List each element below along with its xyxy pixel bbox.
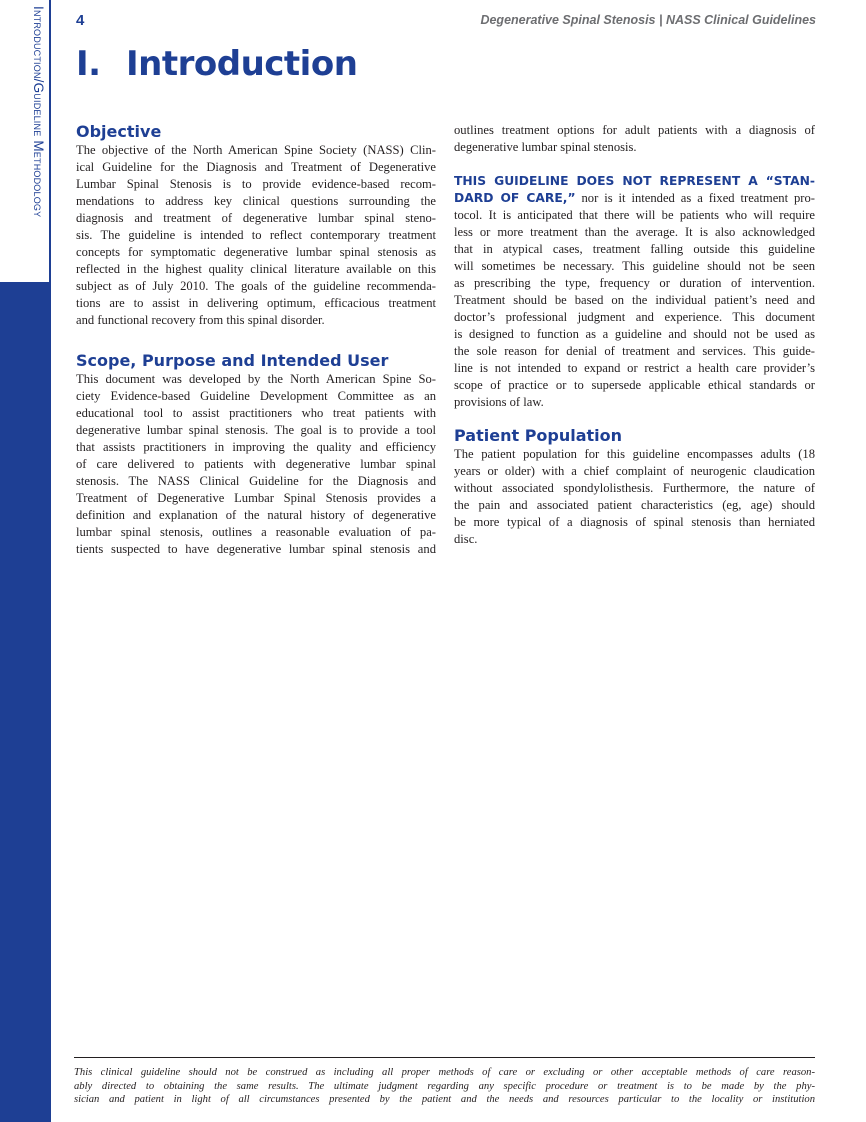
text-line: lumbar spinal stenosis, outlines a reasonable evaluation of pa- bbox=[76, 525, 436, 539]
text-line: without associated spondylolisthesis. Furthermore, the nature of bbox=[454, 481, 815, 495]
text-line: The objective of the North American Spine Society (NASS) Clin- bbox=[76, 143, 436, 157]
disclaimer-line bbox=[454, 190, 815, 207]
text-line: ably directed to obtaining the same results. The ultimate judgment regarding any specific procedure or treatment is to be made by the phy- bbox=[74, 1080, 815, 1092]
text-line: provisions of law. bbox=[454, 395, 544, 409]
text-line: sis. The guideline is intended to reflect contemporary treatment bbox=[76, 228, 436, 242]
objective-heading: Objective bbox=[76, 122, 162, 141]
text-line: ciety Evidence-based Guideline Development Committee as an bbox=[76, 389, 436, 403]
footer-rule bbox=[74, 1057, 815, 1058]
chapter-number: I. bbox=[76, 44, 101, 84]
text-line: Lumbar Spinal Stenosis is to provide evidence-based recom- bbox=[76, 177, 436, 191]
text-line: diagnosis and treatment of degenerative lumbar spinal steno- bbox=[76, 211, 436, 225]
patient-population-heading: Patient Population bbox=[454, 426, 623, 445]
page-number: 4 bbox=[76, 12, 85, 29]
text-line: stenosis. The NASS Clinical Guideline for the Diagnosis and bbox=[76, 474, 436, 488]
text-line: reflected in the highest quality clinical literature available on this bbox=[76, 262, 436, 276]
text-line: subject as of July 2010. The goals of the guideline recommenda- bbox=[76, 279, 436, 293]
scope-body-continued bbox=[454, 122, 815, 156]
left-column bbox=[76, 122, 436, 558]
text-line: disc. bbox=[454, 532, 478, 546]
text-line: concepts for symptomatic degenerative lumbar spinal stenosis as bbox=[76, 245, 436, 259]
scope-body bbox=[76, 371, 436, 558]
sidebar-color-block bbox=[0, 282, 51, 1122]
disclaimer-text: nor is it intended as a fixed treatment pro- bbox=[575, 191, 815, 205]
text-line: mendations to address key clinical questions surrounding the bbox=[76, 194, 436, 208]
text-line: of care delivered to patients with degenerative lumbar spinal bbox=[76, 457, 436, 471]
text-line: The patient population for this guideline encompasses adults (18 bbox=[454, 447, 815, 461]
text-line: tions are to assist in delivering optimum, efficacious treatment bbox=[76, 296, 436, 310]
text-line: degenerative lumbar spinal stenosis. The goal is to provide a tool bbox=[76, 423, 436, 437]
text-line: This clinical guideline should not be construed as including all proper methods of care or excluding or other acceptable methods of care reason- bbox=[74, 1067, 815, 1078]
text-line: doctor’s professional judgment and experience. This document bbox=[454, 310, 815, 324]
text-line: as prescribing the type, frequency or duration of intervention. bbox=[454, 276, 815, 290]
footer-disclaimer bbox=[74, 1066, 815, 1107]
page-title bbox=[76, 44, 357, 84]
text-line: sician and patient in light of all circumstances presented by the patient and the needs and resources particular to the locality or institution bbox=[74, 1094, 815, 1105]
text-line: that in atypical cases, treatment falling outside this guideline bbox=[454, 242, 815, 256]
text-line: Treatment should be based on the individual patient’s need and bbox=[454, 293, 815, 307]
text-line: ical Guideline for the Diagnosis and Treatment of Degenerative bbox=[76, 160, 436, 174]
text-line: scope of practice or to supersede applicable ethical standards or bbox=[454, 378, 815, 392]
text-line: definition and explanation of the natural history of degenerative bbox=[76, 508, 436, 522]
disclaimer-paragraph bbox=[454, 173, 815, 411]
text-line: outlines treatment options for adult patients with a diagnosis of bbox=[454, 123, 815, 137]
text-line: tients suspected to have degenerative lumbar spinal stenosis and bbox=[76, 542, 436, 556]
text-line: the sole reason for denial of treatment and services. This guide- bbox=[454, 344, 815, 358]
text-line: is designed to function as a guideline and should not be used as bbox=[454, 327, 815, 341]
text-line: less or more treatment than the average. It is also acknowledged bbox=[454, 225, 815, 239]
sidebar-rule bbox=[49, 0, 51, 282]
disclaimer-caps: DARD OF CARE,” bbox=[454, 191, 576, 205]
chapter-title: Introduction bbox=[126, 44, 358, 84]
text-line: This document was developed by the North American Spine So- bbox=[76, 372, 436, 386]
text-line: will sometimes be necessary. This guideline should not be seen bbox=[454, 259, 815, 273]
disclaimer-caps: THIS GUIDELINE DOES NOT REPRESENT A “STAN- bbox=[454, 174, 815, 188]
objective-body bbox=[76, 142, 436, 329]
text-line: years or older) with a chief complaint of neurogenic claudication bbox=[454, 464, 815, 478]
right-column bbox=[454, 122, 815, 548]
text-line: be more typical of a diagnosis of spinal stenosis than herniated bbox=[454, 515, 815, 529]
text-line: degenerative lumbar spinal stenosis. bbox=[454, 140, 637, 154]
text-line: and functional recovery from this spinal disorder. bbox=[76, 313, 325, 327]
text-line: that assists practitioners in improving the quality and efficiency bbox=[76, 440, 436, 454]
text-line: tocol. It is anticipated that there will be patients who will require bbox=[454, 208, 815, 222]
text-line: educational tool to assist practitioners who treat patients with bbox=[76, 406, 436, 420]
text-line: Treatment of Degenerative Lumbar Spinal Stenosis provides a bbox=[76, 491, 436, 505]
text-line: the pain and associated patient characteristics (eg, age) should bbox=[454, 498, 815, 512]
text-line: line is not intended to expand or restrict a health care provider’s bbox=[454, 361, 815, 375]
section-side-label: Introduction/Guideline Methodology bbox=[31, 6, 46, 218]
running-header: Degenerative Spinal Stenosis | NASS Clinical Guidelines bbox=[480, 13, 816, 27]
scope-heading: Scope, Purpose and Intended User bbox=[76, 351, 389, 370]
patient-population-body bbox=[454, 446, 815, 548]
